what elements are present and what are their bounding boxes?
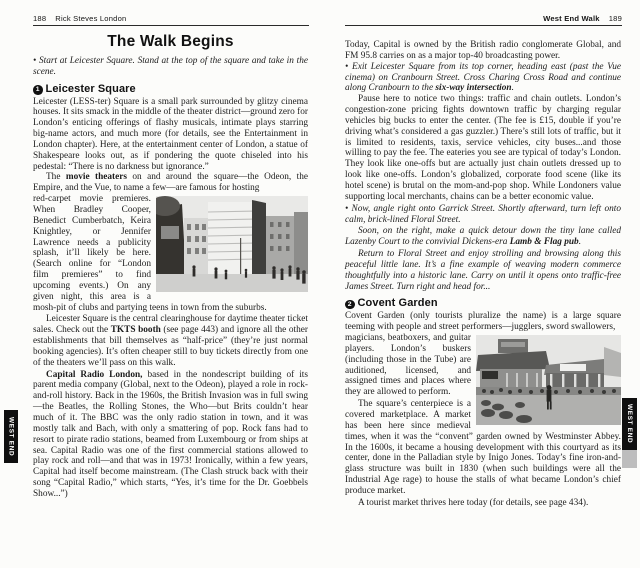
paragraph-capital-radio: Capital Radio London, based in the nondescript building of its parent media company (Global, next to the Odeon), played a role in rock-and-roll history. Back in the 1960s, the British Invasion was in full swing—the Beatles, the Rolling Stones, the Who—but Brits couldn’t hear much of it. The BBC was the only radio station in town, and it was mostly talk and Bach, with only a smattering of pop. Rock fans had to resort to pirate radio stations, beamed from Luxembourg or from ships at sea. Capital Radio was one of the first commercial stations allowed to play rock and roll—and that was in 1973! Ironically, within a few years, Capital had itself become mainstream. (The Clash struck back with their song “Capital Radio,” which starts, “Yes, it’s time for the Dr. Goebbels Show...”)	[33, 369, 308, 499]
paragraph-market-history: The square’s centerpiece is a covered marketplace. A market has been here since medieval times, when it was the “convent” garden owned by Westminster Abbey. In the 1600s, it became a housing development with this courtyard as its center, done in the Palladian style by Inigo Jones. Today’s fine iron-and-glass structure was built in 1830 (when such buildings were all the Industrial Age rage) to house the stalls of what became London’s chief produce market.	[345, 399, 621, 496]
book-title: Rick Steves London	[55, 14, 127, 23]
left-page-header	[33, 13, 309, 26]
chapter-title: West End Walk	[543, 14, 600, 23]
direction-paragraph-exit-square: • Exit Leicester Square from its top corner, heading east (past the Vue cinema) on Cranbourn Street. Cross Charing Cross Road and continue along Cranbourn to the six-way intersection.	[345, 61, 621, 94]
stop-heading-label: Leicester Square	[45, 82, 136, 95]
stop-heading-covent-garden	[345, 298, 621, 309]
stop-number-1-icon: 1	[33, 85, 43, 95]
leicester-square-photo	[156, 196, 308, 292]
paragraph-buskers: magicians, beatboxers, and guitar players. London’s buskers (including those in the Tube) are auditioned, licensed, and assigned times and places where they are allowed to perform.	[345, 333, 471, 398]
right-page	[320, 0, 640, 568]
stop-number-2-icon: 2	[345, 300, 355, 310]
paragraph-movie-theaters: The movie theaters on and around the square—the Odeon, the Empire, and the Vue, to name a few—are famous for hosting	[33, 172, 308, 194]
direction-paragraph-start: • Start at Leicester Square. Stand at the top of the square and take in the scene.	[33, 55, 308, 77]
stop-heading-label: Covent Garden	[357, 297, 438, 310]
direction-paragraph-floral-street: Return to Floral Street and enjoy strolling and browsing along this peaceful little lane. It’s a fine example of weaving modern commerce thoughtfully into a historic lane. Carry on until it opens onto traffic-free James Street. Turn right and head for...	[345, 249, 621, 292]
west-end-margin-tab-right: WEST END	[622, 398, 637, 450]
stop-heading-leicester-square	[33, 84, 308, 95]
paragraph-tkts-booth: Leicester Square is the central clearinghouse for daytime theater ticket sales. Check out the TKTS booth (see page 443) and ignore all the other establishments that bill themselves as “half-price” (they’re just normal booking agencies). It’s often cheaper still to buy tickets directly from one of the theaters we’ll pass on this walk.	[33, 314, 309, 368]
paragraph-covent-garden-intro: Covent Garden (only tourists pluralize the name) is a large square teeming with people and street performers—jugglers, sword swallowers,	[345, 311, 621, 333]
walk-section-title: The Walk Begins	[107, 33, 234, 50]
paragraph-capital-today: Today, Capital is owned by the British radio conglomerate Global, and FM 95.8 carries on as a major top-40 broadcasting power.	[345, 40, 621, 61]
right-page-number: 189	[608, 14, 622, 23]
covent-garden-photo-art	[476, 335, 621, 425]
left-page-content	[33, 33, 309, 500]
covent-garden-photo	[476, 335, 621, 425]
paragraph-tourist-market: A tourist market thrives here today (for details, see page 434).	[358, 497, 589, 508]
paragraph-traffic-chains: Pause here to notice two things: traffic and chain outlets. London’s congestion-zone pricing fights downtown traffic by charging regular vehicles big bucks to enter the center. (The fee is £15, double if you’re driving what’s considered a gas guzzler.) There’s still lots of traffic, but it is limited to residents, taxis, service vehicles, city buses...and those willing to pay the fee. The eateries you see are typical of today’s London. They look like one-offs but are actually just chain outlets dressed up to look like one-offs. London’s globalized, corporate food scene (like its hotel scene) is brutal on the mom-and-pop shop. While Londoners value supporting local merchants, chains can be a better economic value.	[345, 94, 621, 202]
right-page-header	[345, 13, 622, 26]
paragraph-leicester-intro: Leicester (LESS-ter) Square is a small park surrounded by glitzy cinema houses. It sits smack in the middle of the theater district—ground zero for London’s enticing offerings of flashy musicals, intimate plays starring big-name actors, and much more (for details, see the Entertainment in London chapter). Here, at the entertainment center of London, a statue of Shakespeare looks out, as if pondering the quote chiseled into his pedestal: “There is no darkness but ignorance.”	[33, 96, 308, 172]
left-page-number: 188	[33, 14, 47, 23]
leicester-square-photo-art	[156, 196, 308, 292]
direction-paragraph-lamb-flag: Soon, on the right, make a quick detour down the tiny lane called Lazenby Court to the convivial Dickens-era Lamb & Flag pub.	[345, 226, 621, 248]
right-page-content	[345, 40, 621, 509]
west-end-margin-tab-left: WEST END	[4, 410, 18, 463]
direction-paragraph-garrick-street: • Now, angle right onto Garrick Street. Shortly afterward, turn left onto calm, brick-lined Floral Street.	[345, 203, 621, 225]
paragraph-movie-theaters-cont: red-carpet movie premieres. When Bradley Cooper, Benedict Cumberbatch, Keira Knightley, or Jennifer Lawrence needs a publicity splash, it’ll likely be here. (Search online for “London film premieres” to find upcoming events.) On any given night, this area is a mosh-pit of clubs and partying teens in town from the suburbs.	[33, 194, 267, 313]
margin-tab-shadow	[622, 450, 637, 468]
